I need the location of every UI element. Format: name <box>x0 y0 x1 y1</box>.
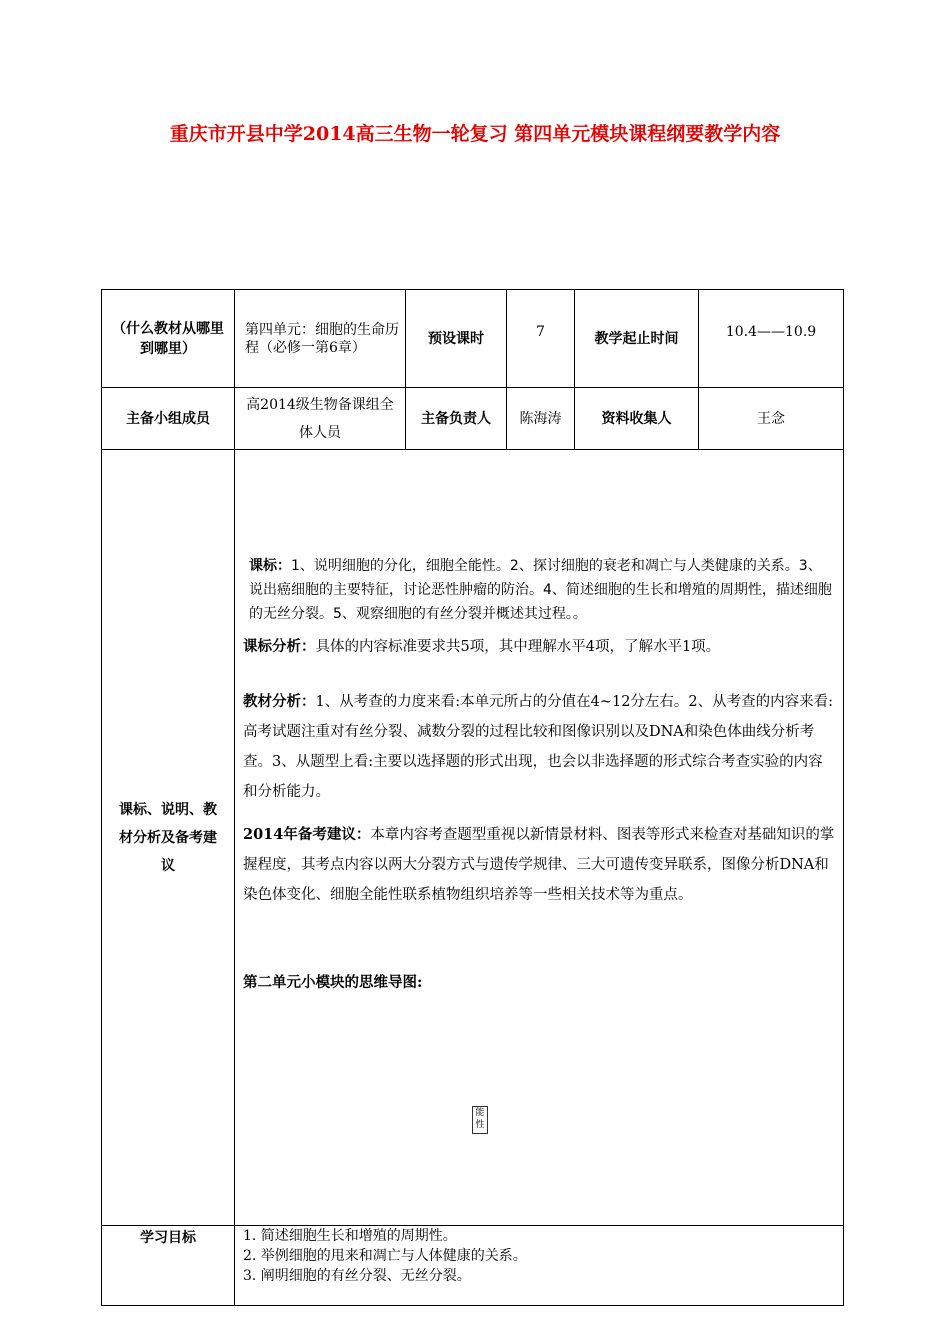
analysis-content <box>235 450 844 1226</box>
jiaocai-block <box>243 687 835 807</box>
hours-value: 7 <box>507 290 575 388</box>
syllabus-table <box>101 289 844 1306</box>
period-value: 10.4——10.9 <box>699 290 844 388</box>
table-row <box>102 290 844 388</box>
fenxi-label: 课标分析： <box>243 638 316 655</box>
goals-list <box>235 1226 844 1306</box>
lead-value: 陈海涛 <box>507 388 575 450</box>
fenxi-text: 具体的内容标准要求共5项，其中理解水平4项，了解水平1项。 <box>315 639 721 655</box>
period-label: 教学起止时间 <box>575 290 699 388</box>
mindmap-label: 第二单元小模块的思维导图: <box>243 974 423 991</box>
table-row <box>102 388 844 450</box>
table-row <box>102 1226 844 1306</box>
members-value: 高2014级生物备课组全体人员 <box>235 388 406 450</box>
jianyi-block <box>243 820 835 910</box>
jianyi-label: 2014年备考建议： <box>243 826 371 843</box>
scope-label: （什么教材从哪里到哪里） <box>102 290 235 388</box>
jianyi-text: 本章内容考查题型重视以新情景材料、图表等形式来检查对基础知识的掌握程度，其考点内容以两大分裂方式与遗传学规律、三大可遗传变异联系，图像分析DNA和染色体变化、细胞全能性联系植物组织培养等一些相关技术等为重点。 <box>243 827 835 903</box>
members-label: 主备小组成员 <box>102 388 235 450</box>
kebiao-block <box>249 554 833 626</box>
fenxi-block <box>243 632 835 662</box>
table-row <box>102 450 844 1226</box>
collector-label: 资料收集人 <box>575 388 699 450</box>
mindmap-placeholder-icon: 能性 <box>472 1106 488 1134</box>
jiaocai-label: 教材分析： <box>243 693 316 710</box>
lead-label: 主备负责人 <box>406 388 507 450</box>
kebiao-text: 1、说明细胞的分化，细胞全能性。2、探讨细胞的衰老和凋亡与人类健康的关系。3、说出癌细胞的主要特征，讨论恶性肿瘤的防治。4、简述细胞的生长和增殖的周期性，描述细胞的无丝分裂。5、观察细胞的有丝分裂并概述其过程。。 <box>249 558 832 622</box>
collector-value: 王念 <box>699 388 844 450</box>
goal-item: 1. 简述细胞生长和增殖的周期性。 <box>243 1228 457 1244</box>
page-title: 重庆市开县中学2014高三生物一轮复习 第四单元模块课程纲要教学内容 <box>169 123 781 145</box>
goals-label: 学习目标 <box>102 1226 235 1306</box>
jiaocai-text: 1、从考查的力度来看:本单元所占的分值在4~12分左右。2、从考查的内容来看:高考试题注重对有丝分裂、减数分裂的过程比较和图像识别以及DNA和染色体曲线分析考查。3、从题型上看:主要以选择题的形式出现，也会以非选择题的形式综合考查实验的内容和分析能力。 <box>243 694 834 800</box>
goal-item: 3. 阐明细胞的有丝分裂、无丝分裂。 <box>243 1268 471 1284</box>
unit-value: 第四单元：细胞的生命历程（必修一第6章） <box>235 290 406 388</box>
analysis-label: 课标、说明、教材分析及备考建议 <box>102 450 235 1226</box>
goal-item: 2. 举例细胞的甩来和凋亡与人体健康的关系。 <box>243 1248 527 1264</box>
hours-label: 预设课时 <box>406 290 507 388</box>
kebiao-label: 课标： <box>249 558 291 574</box>
